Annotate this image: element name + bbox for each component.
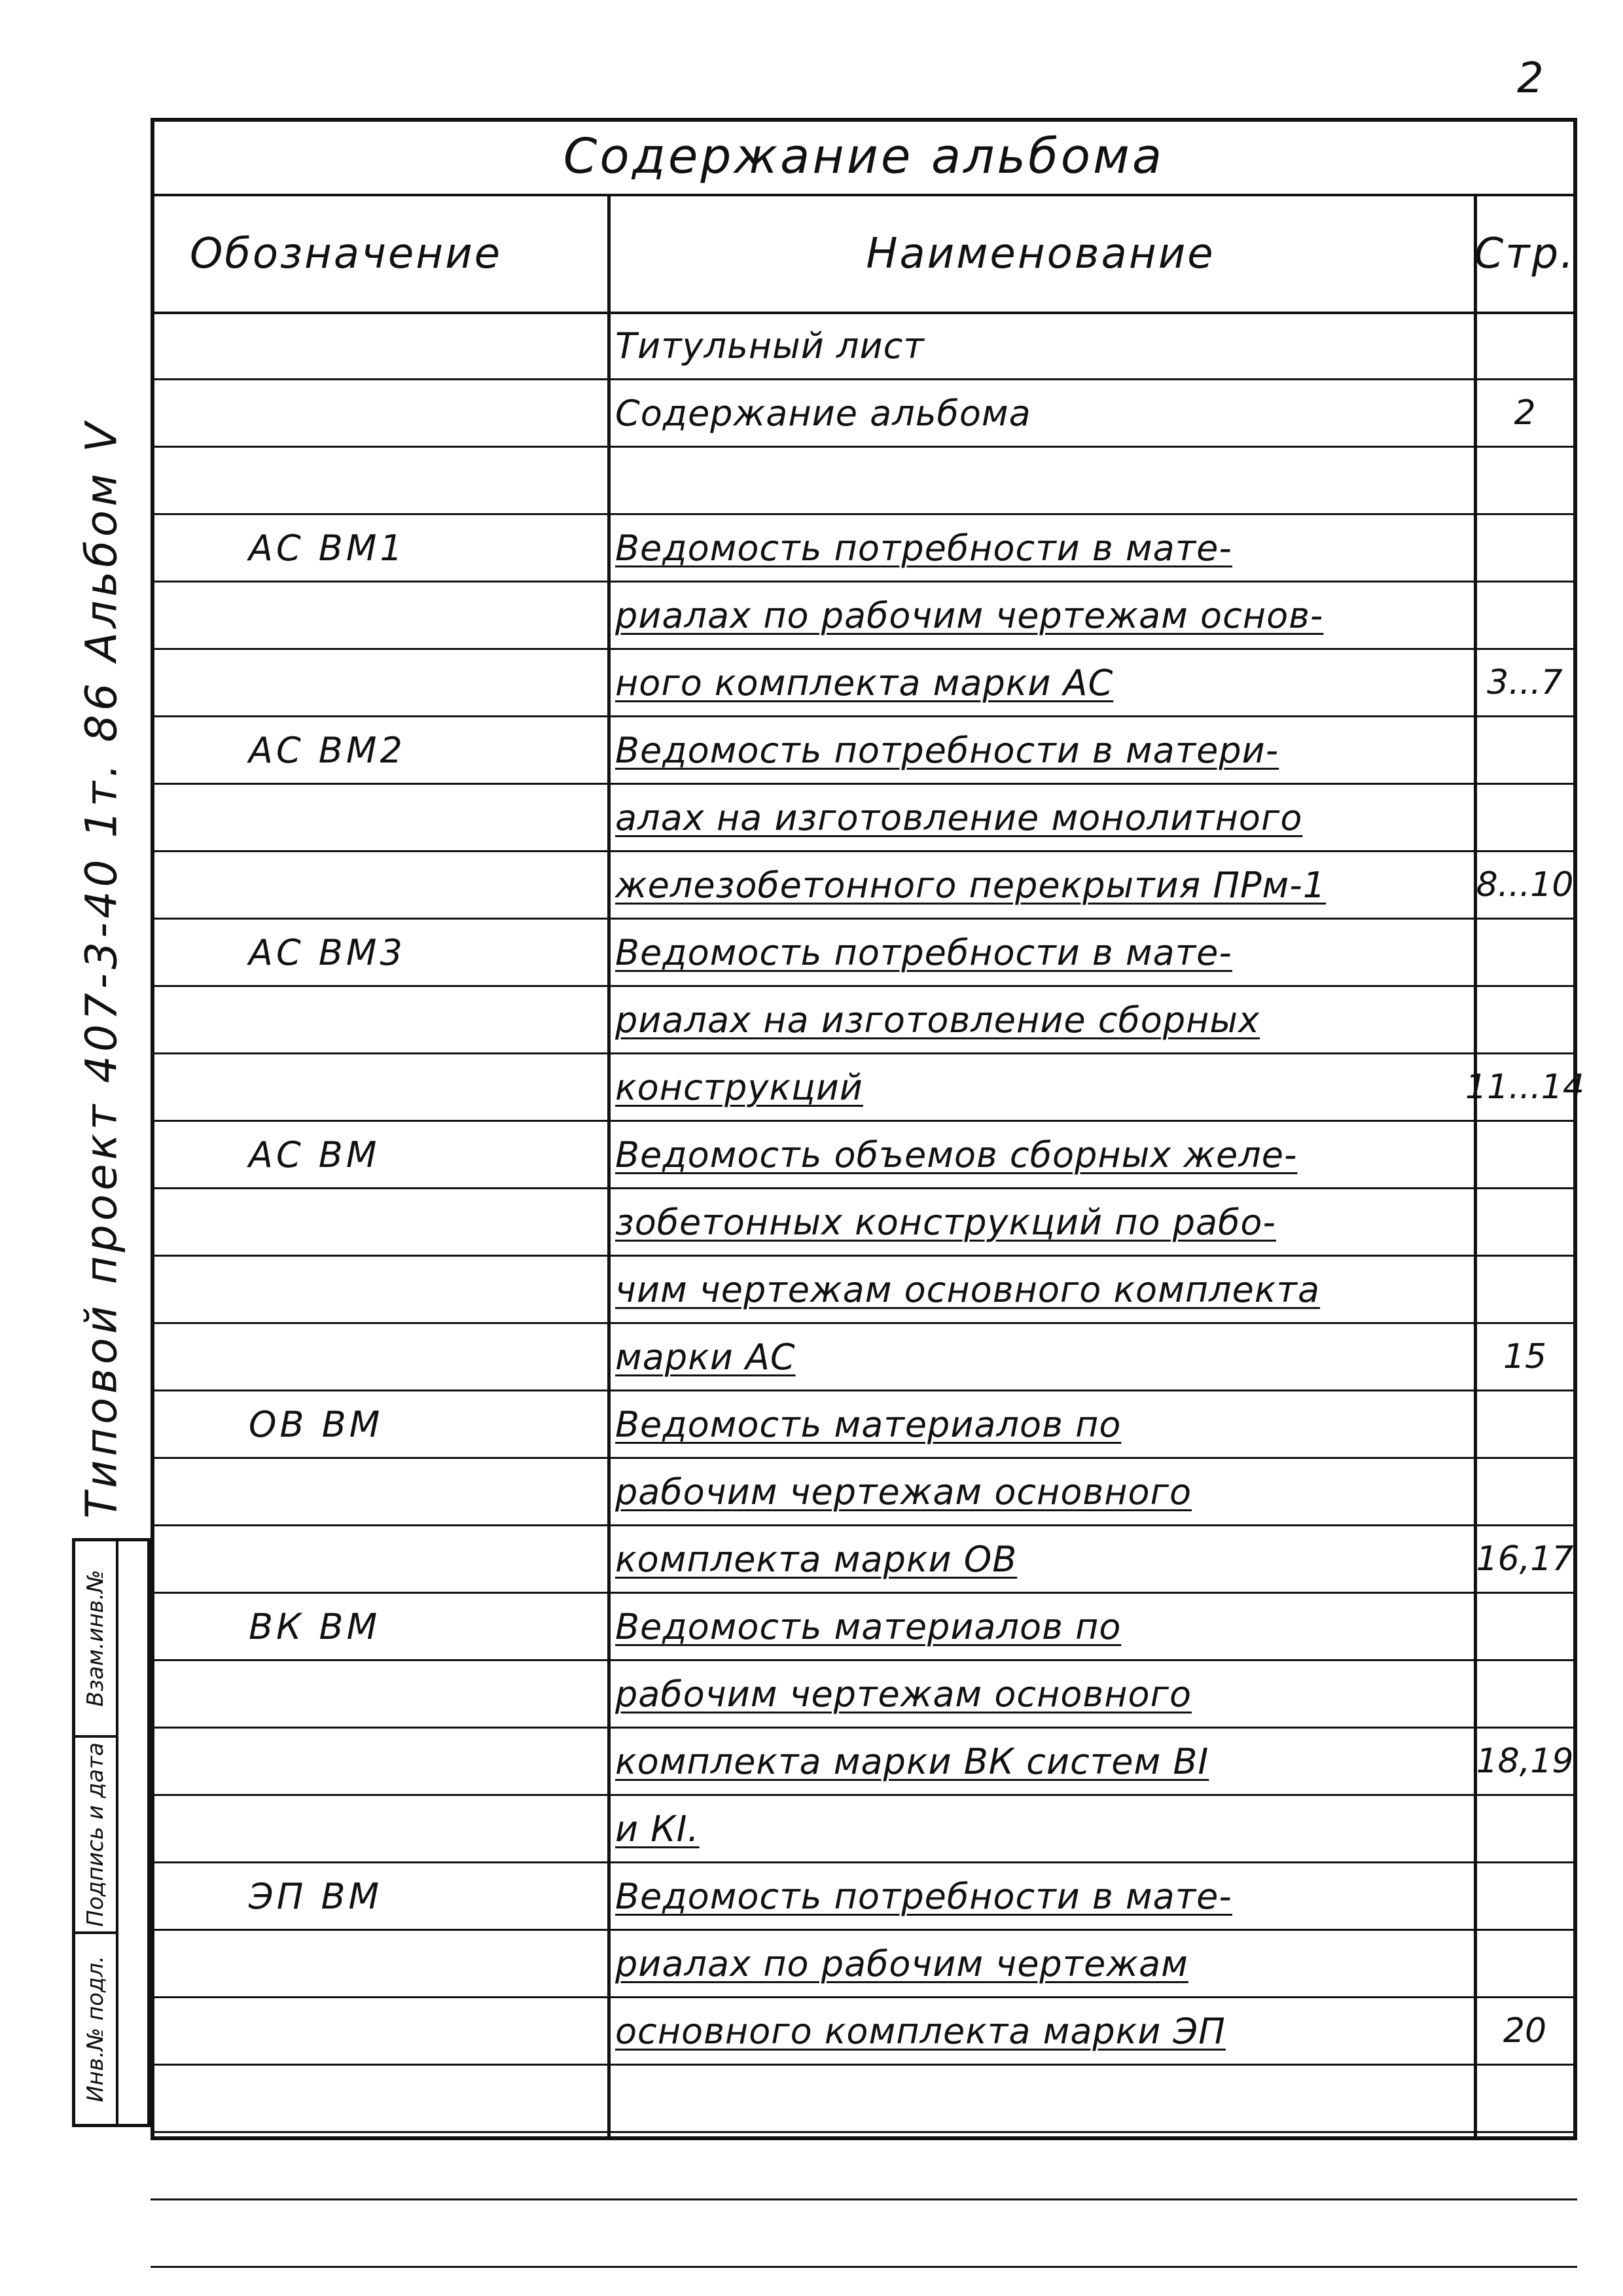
table-row [151, 380, 1577, 448]
table-row [151, 1729, 1577, 1796]
row-page [1476, 1391, 1574, 1457]
row-designation [249, 785, 668, 850]
row-name: Ведомость потребности в матери- [615, 729, 1279, 771]
table-row [151, 852, 1577, 920]
row-page [1476, 717, 1574, 783]
row-designation: АС ВМ2 [249, 729, 406, 771]
row-name [615, 448, 1482, 513]
row-name: конструкций [615, 1066, 863, 1108]
row-name: Ведомость потребности в мате- [615, 1875, 1232, 1917]
row-page [1476, 1257, 1574, 1322]
row-name: Ведомость материалов по [615, 1605, 1122, 1647]
table-row [151, 2200, 1577, 2268]
row-designation [249, 313, 668, 378]
row-designation [249, 1054, 668, 1120]
row-name: рабочим чертежам основного [615, 1673, 1192, 1715]
stamp-original-cell [75, 1934, 116, 2124]
row-page [1476, 448, 1574, 513]
row-name: Титульный лист [615, 325, 925, 367]
row-designation: АС ВМ [249, 1134, 380, 1175]
table-row [151, 313, 1577, 380]
row-designation [249, 583, 668, 648]
stamp-original-label: Инв.№ подл. [82, 1956, 109, 2102]
project-caption: Типовой проект 407-3-40 1т. 86 Альбом V [76, 418, 127, 1519]
row-designation [249, 1459, 668, 1524]
row-designation [249, 2066, 668, 2131]
row-name: риалах по рабочим чертежам основ- [615, 594, 1324, 636]
row-name: алах на изготовление монолитного [615, 797, 1303, 838]
row-designation [249, 1796, 668, 1861]
row-page: 18,19 [1476, 1742, 1574, 1781]
row-page: 16,17 [1476, 1539, 1574, 1579]
row-name: Ведомость объемов сборных желе- [615, 1134, 1298, 1175]
row-page [1476, 987, 1574, 1052]
table-row [151, 583, 1577, 650]
row-name: чим чертежам основного комплекта [615, 1268, 1321, 1310]
row-designation [249, 448, 668, 513]
row-name: ного комплекта марки АС [615, 662, 1114, 704]
row-name: Ведомость материалов по [615, 1403, 1122, 1445]
row-page [1476, 1594, 1574, 1659]
row-page: 2 [1514, 393, 1536, 433]
row-name: Содержание альбома [615, 392, 1031, 434]
row-designation [249, 2133, 668, 2198]
row-designation [249, 1661, 668, 1727]
row-name: железобетонного перекрытия ПРм-1 [615, 864, 1327, 906]
row-page: 15 [1503, 1337, 1547, 1376]
row-designation: ЭП ВМ [249, 1875, 383, 1917]
row-name: комплекта марки ОВ [615, 1538, 1018, 1580]
row-page [1476, 1661, 1574, 1727]
row-page [1476, 1863, 1574, 1929]
row-designation [249, 380, 668, 446]
row-page [1476, 2133, 1574, 2198]
row-designation [249, 1931, 668, 1996]
page-header: Стр. [1474, 230, 1576, 278]
row-page: 3...7 [1487, 663, 1563, 702]
table-row [151, 2133, 1577, 2200]
row-designation [249, 1324, 668, 1390]
table-row [151, 1526, 1577, 1594]
table-row [151, 1391, 1577, 1459]
table-row [151, 987, 1577, 1054]
stamp-signature-label: Подпись и дата [82, 1742, 109, 1927]
row-designation [249, 1729, 668, 1794]
table-row [151, 2066, 1577, 2133]
row-designation [249, 987, 668, 1052]
row-page: 8...10 [1476, 865, 1574, 905]
table-row [151, 1661, 1577, 1729]
row-name: комплекта марки ВК систем ВI [615, 1740, 1209, 1782]
row-page [1476, 583, 1574, 648]
table-row [151, 1189, 1577, 1257]
table-row [151, 1931, 1577, 1998]
row-designation [249, 1189, 668, 1255]
table-row [151, 515, 1577, 583]
contents-rows [151, 313, 1584, 2268]
row-designation [249, 650, 668, 715]
table-row [151, 1998, 1577, 2066]
table-row [151, 1459, 1577, 1526]
row-page: 20 [1503, 2011, 1547, 2051]
row-designation [249, 1526, 668, 1592]
row-designation [249, 1257, 668, 1322]
table-row [151, 1122, 1577, 1189]
row-name: зобетонных конструкций по рабо- [615, 1201, 1276, 1243]
row-name: Ведомость потребности в мате- [615, 931, 1232, 973]
stamp-divider [116, 1541, 118, 2124]
stamp-replacement-label: Взам.инв.№ [82, 1570, 109, 1707]
row-page [1476, 515, 1574, 581]
row-name: риалах по рабочим чертежам [615, 1943, 1188, 1984]
table-row [151, 1863, 1577, 1931]
table-row [151, 920, 1577, 987]
approval-stamp [72, 1538, 151, 2127]
page-number: 2 [1517, 54, 1544, 103]
row-page [1476, 1189, 1574, 1255]
row-designation: ВК ВМ [249, 1605, 381, 1647]
table-row [151, 1054, 1584, 1122]
row-page: 11...14 [1465, 1067, 1584, 1107]
row-designation: АС ВМ3 [249, 931, 406, 973]
row-page [1476, 1796, 1574, 1861]
row-name [615, 2133, 1482, 2198]
row-name: и КI. [615, 1808, 700, 1850]
designation-header: Обозначение [190, 230, 503, 278]
album-title: Содержание альбома [563, 128, 1165, 185]
table-row [151, 1594, 1577, 1661]
stamp-replacement-cell [75, 1541, 116, 1738]
row-designation [249, 1998, 668, 2064]
row-designation [249, 852, 668, 918]
row-name: основного комплекта марки ЭП [615, 2010, 1226, 2052]
row-page [1476, 313, 1574, 378]
row-name [615, 2066, 1482, 2131]
row-page [1476, 785, 1574, 850]
row-page [1476, 2200, 1574, 2266]
stamp-signature-cell [75, 1738, 116, 1934]
row-name: рабочим чертежам основного [615, 1471, 1192, 1513]
table-row [151, 1324, 1577, 1391]
table-row [151, 1796, 1577, 1863]
row-page [1476, 1931, 1574, 1996]
row-name [615, 2200, 1482, 2266]
row-page [1476, 1459, 1574, 1524]
name-header: Наименование [866, 230, 1215, 278]
table-row [151, 717, 1577, 785]
table-row [151, 650, 1577, 717]
row-name: марки АС [615, 1336, 796, 1378]
row-page [1476, 920, 1574, 985]
row-name: риалах на изготовление сборных [615, 999, 1260, 1041]
row-designation: ОВ ВМ [249, 1403, 383, 1445]
table-row [151, 1257, 1577, 1324]
row-designation [249, 2200, 668, 2266]
row-page [1476, 2066, 1574, 2131]
table-row [151, 785, 1577, 852]
row-name: Ведомость потребности в мате- [615, 527, 1232, 569]
row-page [1476, 1122, 1574, 1187]
table-row [151, 448, 1577, 515]
row-designation: АС ВМ1 [249, 527, 406, 569]
